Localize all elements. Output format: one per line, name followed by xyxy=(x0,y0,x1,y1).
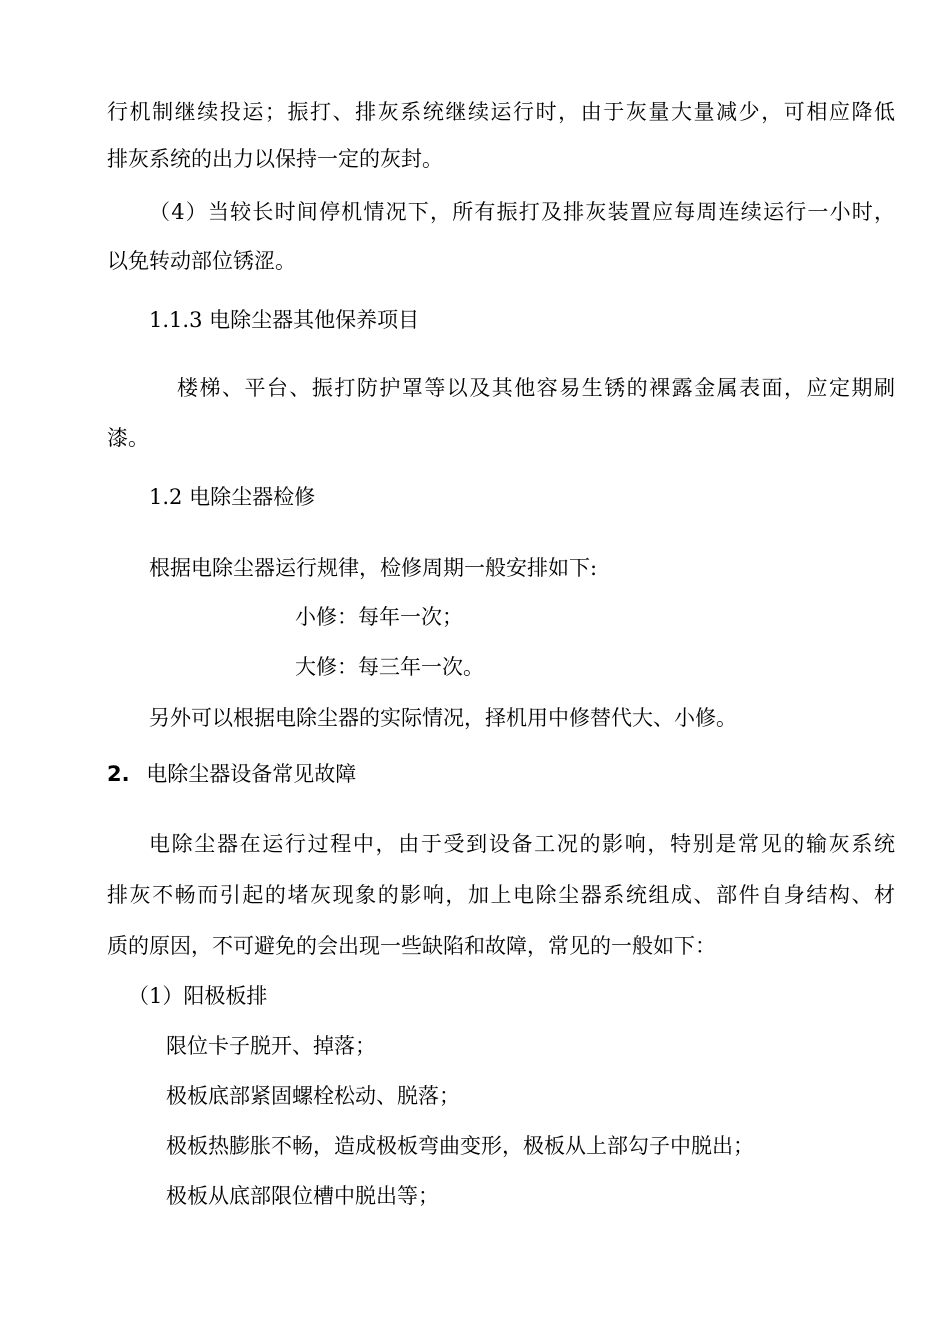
para-line: 根据电除尘器运行规律，检修周期一般安排如下: xyxy=(149,556,598,580)
section-heading-1-2: 1.2 电除尘器检修 xyxy=(149,485,316,509)
schedule-minor: 小修：每年一次； xyxy=(295,605,463,629)
para-line: 排灰系统的出力以保持一定的灰封。 xyxy=(107,147,443,171)
schedule-major: 大修：每三年一次。 xyxy=(295,655,484,679)
para-line: 另外可以根据电除尘器的实际情况，择机用中修替代大、小修。 xyxy=(149,706,737,730)
section-number: 2. xyxy=(107,762,130,786)
section-heading-1-1-3: 1.1.3 电除尘器其他保养项目 xyxy=(149,308,420,332)
list-item: 极板底部紧固螺栓松动、脱落； xyxy=(166,1084,460,1108)
para-line: 以免转动部位锈涩。 xyxy=(107,249,296,273)
para-line: 漆。 xyxy=(107,426,149,450)
para-line: 行机制继续投运；振打、排灰系统继续运行时，由于灰量大量减少，可相应降低 xyxy=(107,100,895,124)
para-line: 排灰不畅而引起的堵灰现象的影响，加上电除尘器系统组成、部件自身结构、材 xyxy=(107,883,895,907)
para-line: 电除尘器在运行过程中，由于受到设备工况的影响，特别是常见的输灰系统 xyxy=(149,832,895,856)
para-line: 楼梯、平台、振打防护罩等以及其他容易生锈的裸露金属表面，应定期刷 xyxy=(177,376,895,400)
para-line: （4）当较长时间停机情况下，所有振打及排灰装置应每周连续运行一小时， xyxy=(149,200,895,224)
section-heading-2 xyxy=(107,760,356,788)
list-item: 极板热膨胀不畅，造成极板弯曲变形，极板从上部勾子中脱出； xyxy=(166,1134,754,1158)
list-item: 限位卡子脱开、掉落； xyxy=(166,1034,376,1058)
para-line: 质的原因，不可避免的会出现一些缺陷和故障，常见的一般如下： xyxy=(107,934,716,958)
section-title: 电除尘器设备常见故障 xyxy=(146,762,357,786)
list-item: 极板从底部限位槽中脱出等； xyxy=(166,1184,439,1208)
list-title-anode-plate: （1）阳极板排 xyxy=(128,984,268,1008)
